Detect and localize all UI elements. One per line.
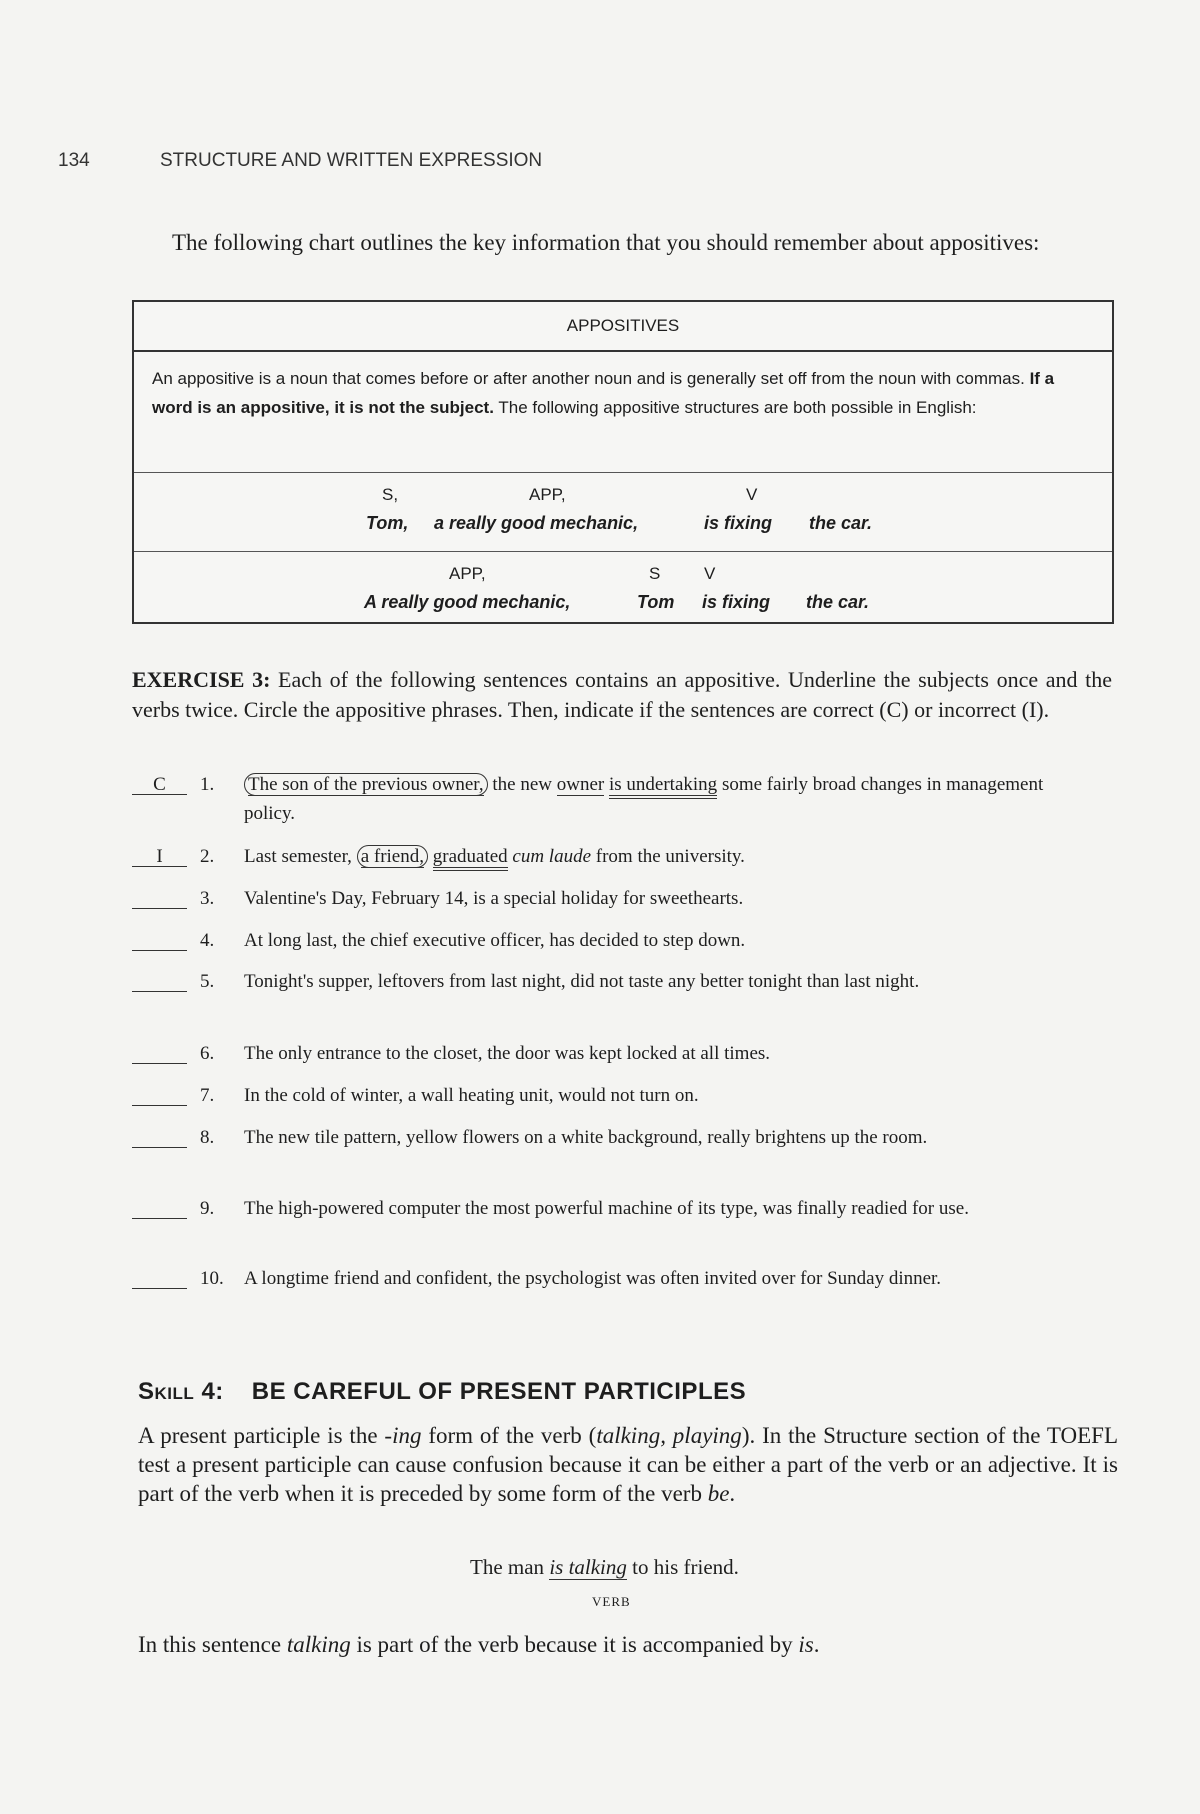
definition-text: An appositive is a noun that comes before or after another noun and is generally set off from the noun with commas. — [152, 369, 1030, 388]
appositives-chart — [132, 300, 1114, 624]
item-number: 9. — [200, 1198, 215, 1219]
answer-blank[interactable] — [132, 1123, 187, 1148]
item-text: A longtime friend and confident, the psychologist was often invited over for Sunday dinner. — [244, 1268, 942, 1289]
item-number: 1. — [200, 774, 215, 795]
skill-title: BE CAREFUL OF PRESENT PARTICIPLES — [251, 1378, 747, 1405]
item-number: 6. — [200, 1043, 215, 1064]
answer-blank[interactable] — [132, 926, 187, 951]
subject-underline: owner — [556, 774, 605, 795]
answer-blank[interactable] — [132, 884, 187, 909]
verb-underline: graduated — [433, 846, 508, 871]
label-app: APP, — [449, 564, 486, 583]
word-subject: Tom, — [366, 513, 409, 533]
item-text: Valentine's Day, February 14, is a special holiday for sweethearts. — [244, 888, 744, 909]
intro-paragraph: The following chart outlines the key information that you should remember about appositives: — [172, 230, 1040, 255]
page-number: 134 — [58, 150, 90, 171]
item-text: Tonight's supper, leftovers from last night, did not taste any better tonight than last night. — [244, 971, 920, 992]
item-number: 8. — [200, 1127, 215, 1148]
section-title: STRUCTURE AND WRITTEN EXPRESSION — [160, 150, 543, 171]
label-s: S — [649, 564, 661, 583]
appositive-circle: a friend, — [357, 845, 428, 868]
answer-blank[interactable] — [132, 967, 187, 992]
answer-blank[interactable] — [132, 1081, 187, 1106]
definition-rule: If a word is an appositive, it is not the subject. — [152, 369, 1055, 417]
answer-blank[interactable] — [132, 1194, 187, 1219]
chart-example-1 — [134, 473, 1112, 552]
item-number: 5. — [200, 971, 215, 992]
appositive-circle: The son of the previous owner, — [244, 773, 488, 796]
chart-title: APPOSITIVES — [134, 302, 1112, 352]
word-appositive: a really good mechanic, — [434, 513, 639, 533]
item-text: Last semester, a friend, graduated cum laude from the university. — [244, 842, 1064, 871]
word-verb: is fixing — [702, 592, 771, 612]
chart-example-2 — [134, 552, 1112, 630]
item-text: In the cold of winter, a wall heating unit, would not turn on. — [244, 1085, 699, 1106]
verb-underline: is undertaking — [609, 774, 717, 799]
answer-blank[interactable] — [132, 1264, 187, 1289]
item-number: 10. — [200, 1268, 224, 1289]
word-verb: is fixing — [704, 513, 773, 533]
exercise-instructions — [132, 665, 1112, 725]
item-text: The son of the previous owner, the new owner is undertaking some fairly broad changes in management policy. — [244, 774, 1044, 824]
exercise-text: Each of the following sentences contains an appositive. Underline the subjects once and the verbs twice. Circle the appositive phrases. Then, indicate if the sentences are correct (C) or incorrect (I). — [132, 667, 1113, 722]
skill-heading — [138, 1378, 746, 1406]
answer-blank[interactable]: I — [132, 842, 187, 867]
final-sentence: In this sentence talking is part of the verb because it is accompanied by is. — [138, 1632, 820, 1657]
label-v: V — [704, 564, 716, 583]
page-header — [58, 150, 542, 172]
label-app: APP, — [529, 485, 566, 504]
item-number: 4. — [200, 930, 215, 951]
word-subject: Tom — [637, 592, 675, 612]
item-text: The high-powered computer the most powerful machine of its type, was finally readied for use. — [244, 1198, 969, 1219]
item-text: The new tile pattern, yellow flowers on a white background, really brightens up the room. — [244, 1127, 928, 1148]
item-text: The only entrance to the closet, the door was kept locked at all times. — [244, 1043, 771, 1064]
example-verb: is talking — [549, 1555, 627, 1579]
item-number: 2. — [200, 846, 215, 867]
answer-blank[interactable] — [132, 1039, 187, 1064]
label-s: S, — [382, 485, 399, 504]
skill-label: Skill 4: — [138, 1378, 224, 1405]
exercise-label: EXERCISE 3: — [132, 667, 271, 692]
verb-tag: VERB — [592, 1594, 631, 1609]
skill-paragraph: A present participle is the -ing form of the verb (talking, playing). In the Structure section of the TOEFL test a present participle can cause confusion because it can be either a part of the verb or an adjective. It is part of the verb when it is preceded by some form of the verb be. — [138, 1423, 1118, 1506]
word-object: the car. — [809, 513, 873, 533]
definition-text-2: The following appositive structures are both possible in English: — [493, 398, 977, 417]
item-text: At long last, the chief executive officer, has decided to step down. — [244, 930, 746, 951]
answer-blank[interactable]: C — [132, 770, 187, 795]
label-v: V — [746, 485, 758, 504]
word-object: the car. — [806, 592, 870, 612]
item-number: 7. — [200, 1085, 215, 1106]
item-number: 3. — [200, 888, 215, 909]
chart-definition — [134, 352, 1112, 473]
word-appositive: A really good mechanic, — [364, 592, 571, 612]
example-sentence: The man is talking to his friend. — [470, 1555, 739, 1579]
